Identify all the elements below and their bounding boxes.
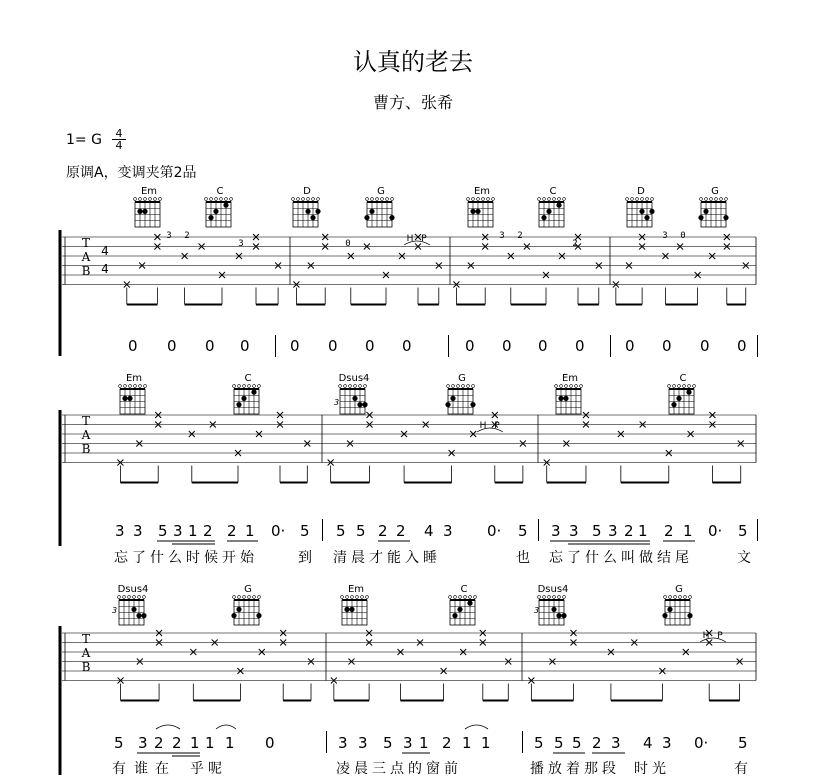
fret-number: 0 xyxy=(345,239,351,249)
tab-label-letter: B xyxy=(81,264,91,278)
numbered-note: 5 xyxy=(114,734,124,752)
fret-number: 3 xyxy=(166,231,172,241)
lyric-char: 了 xyxy=(132,550,146,566)
numbered-note: 1 xyxy=(481,734,491,752)
numbered-note: 2 xyxy=(442,734,452,752)
lyric-char: 开 xyxy=(222,550,236,566)
fret-number: 3 xyxy=(238,239,244,249)
chord-name: Dsus4 xyxy=(117,584,149,595)
notation-bar-line xyxy=(538,519,539,541)
chord-name: Em xyxy=(125,373,143,384)
tab-label-letter: T xyxy=(81,236,91,250)
chord-name: G xyxy=(458,373,466,384)
lyric-char: 能 xyxy=(387,550,401,566)
chord-name: C xyxy=(549,186,557,197)
fret-number: 2 xyxy=(517,231,523,241)
numbered-note: 3 xyxy=(338,734,348,752)
rest-zero: 0 xyxy=(575,337,585,355)
numbered-note: 2 xyxy=(396,522,406,540)
lyric-char: 播 xyxy=(530,761,544,777)
chord-name: Dsus4 xyxy=(537,584,569,595)
numbered-note: 3 xyxy=(611,734,621,752)
chord-name: D xyxy=(637,186,645,197)
lyric-char: 有 xyxy=(112,761,126,777)
hammer-pull-label: P xyxy=(421,234,427,244)
rest-zero: 0 xyxy=(402,337,412,355)
barre-fret-marker: 3 xyxy=(334,398,340,407)
notation-bar-line xyxy=(275,335,276,357)
lyric-char: 着 xyxy=(566,761,580,777)
chord-name: Em xyxy=(347,584,365,595)
chord-name: D xyxy=(303,186,311,197)
numbered-note: 2 xyxy=(378,522,388,540)
lyric-char: 么 xyxy=(603,550,617,566)
lyric-char: 在 xyxy=(155,761,169,777)
lyric-char: 做 xyxy=(639,550,653,566)
numbered-note: 3 xyxy=(358,734,368,752)
numbered-note: 0· xyxy=(271,522,286,540)
numbered-note: 1 xyxy=(245,522,255,540)
rest-zero: 0 xyxy=(700,337,710,355)
notation-bar-line xyxy=(448,335,449,357)
numbered-note: 0· xyxy=(694,734,709,752)
lyric-char: 忘 xyxy=(549,550,563,566)
rest-zero: 0 xyxy=(737,337,747,355)
numbered-note: 5 xyxy=(534,734,544,752)
lyric-char: 入 xyxy=(405,550,419,566)
lyric-char: 谁 xyxy=(134,761,148,777)
numbered-note: 2 xyxy=(172,734,182,752)
hammer-pull-label: P xyxy=(717,631,723,641)
numbered-note: 3 xyxy=(403,734,413,752)
artist-line: 曹方、张希 xyxy=(372,93,453,112)
lyric-char: 那 xyxy=(584,761,598,777)
numbered-note: 1 xyxy=(419,734,429,752)
chord-name: Em xyxy=(140,186,158,197)
lyric-char: 到 xyxy=(298,550,312,566)
lyric-char: 什 xyxy=(150,550,164,566)
rest-zero: 0 xyxy=(465,337,475,355)
numbered-note: 1 xyxy=(683,522,693,540)
rest-zero: 0 xyxy=(290,337,300,355)
lyric-char: 时 xyxy=(186,550,200,566)
numbered-note: 3 xyxy=(551,522,561,540)
hammer-pull-label: H xyxy=(702,631,710,641)
lyric-char: 叫 xyxy=(621,550,635,566)
chord-name: C xyxy=(244,373,252,384)
notation-bar-line xyxy=(522,731,523,753)
rest-zero: 0 xyxy=(538,337,548,355)
numbered-note: 5 xyxy=(554,734,564,752)
chord-name: C xyxy=(216,186,224,197)
lyric-char: 结 xyxy=(657,550,671,566)
rest-zero: 0 xyxy=(502,337,512,355)
chord-name: G xyxy=(377,186,385,197)
chord-name: C xyxy=(460,584,468,595)
lyric-char: 三 xyxy=(372,761,386,777)
numbered-note: 5 xyxy=(592,522,602,540)
numbered-note: 3 xyxy=(569,522,579,540)
rest-zero: 0 xyxy=(167,337,177,355)
lyric-char: 晨 xyxy=(351,550,365,566)
lyric-char: 晨 xyxy=(354,761,368,777)
numbered-note: 3 xyxy=(662,734,672,752)
numbered-note: 2 xyxy=(624,522,634,540)
numbered-note: 1 xyxy=(638,522,648,540)
chord-name: Dsus4 xyxy=(338,373,370,384)
tab-label-letter: T xyxy=(81,632,91,646)
notation-bar-line xyxy=(610,335,611,357)
numbered-note: 5 xyxy=(518,522,528,540)
lyric-char: 睡 xyxy=(423,550,437,566)
numbered-note: 3 xyxy=(115,522,125,540)
numbered-note: 5 xyxy=(356,522,366,540)
chord-name: Em xyxy=(561,373,579,384)
tab-label-letter: A xyxy=(81,428,91,442)
numbered-note: 5 xyxy=(572,734,582,752)
tie-arc xyxy=(465,725,488,729)
lyric-char: 文 xyxy=(737,550,751,566)
numbered-note: 0· xyxy=(708,522,723,540)
numbered-note: 3 xyxy=(443,522,453,540)
lyric-char: 呢 xyxy=(208,761,222,777)
numbered-note: 5 xyxy=(158,522,168,540)
hammer-pull-label: P xyxy=(494,421,500,431)
numbered-note: 2 xyxy=(154,734,164,752)
barre-fret-marker: 3 xyxy=(112,606,118,615)
notation-bar-line xyxy=(757,519,758,541)
time-denominator: 4 xyxy=(112,139,126,151)
chord-name: G xyxy=(711,186,719,197)
numbered-note: 2 xyxy=(664,522,674,540)
fret-number: 2 xyxy=(572,239,578,249)
numbered-note: 3 xyxy=(608,522,618,540)
chord-name: Em xyxy=(473,186,491,197)
lyric-char: 放 xyxy=(548,761,562,777)
tab-label-letter: B xyxy=(81,660,91,674)
numbered-note: 1 xyxy=(205,734,215,752)
notation-bar-line xyxy=(757,335,758,357)
lyric-char: 凌 xyxy=(336,761,350,777)
lyric-char: 窗 xyxy=(426,761,440,777)
capo-note: 原调A，变调夹第2品 xyxy=(66,165,197,181)
rest-zero: 0 xyxy=(625,337,635,355)
lyric-char: 乎 xyxy=(190,761,204,777)
tab-label-letter: A xyxy=(81,250,91,264)
lyric-char: 光 xyxy=(652,761,666,777)
numbered-note: 1 xyxy=(462,734,472,752)
lyric-char: 也 xyxy=(516,550,530,566)
lyric-char: 前 xyxy=(444,761,458,777)
numbered-note: 2 xyxy=(203,522,213,540)
rest-zero: 0 xyxy=(128,337,138,355)
lyric-char: 了 xyxy=(567,550,581,566)
chord-name: G xyxy=(244,584,252,595)
numbered-note: 4 xyxy=(643,734,653,752)
numbered-note: 1 xyxy=(190,734,200,752)
lyric-char: 始 xyxy=(240,550,254,566)
lyric-char: 清 xyxy=(333,550,347,566)
numbered-note: 2 xyxy=(227,522,237,540)
notation-bar-line xyxy=(322,519,323,541)
numbered-note: 0 xyxy=(265,734,275,752)
fret-number: 3 xyxy=(662,231,668,241)
tab-label-letter: T xyxy=(81,414,91,428)
numbered-note: 4 xyxy=(424,522,434,540)
key-signature: 1= G xyxy=(66,132,102,148)
chord-name: C xyxy=(679,373,687,384)
lyric-char: 的 xyxy=(408,761,422,777)
lyric-char: 才 xyxy=(369,550,383,566)
numbered-note: 0· xyxy=(487,522,502,540)
numbered-note: 3 xyxy=(133,522,143,540)
tie-arc xyxy=(216,725,236,729)
numbered-note: 5 xyxy=(738,522,748,540)
numbered-note: 5 xyxy=(383,734,393,752)
tie-arc xyxy=(156,725,180,729)
hammer-pull-label: H xyxy=(406,234,414,244)
barre-fret-marker: 3 xyxy=(534,606,540,615)
time-numerator: 4 xyxy=(115,127,123,140)
tab-time-den: 4 xyxy=(101,262,109,276)
rest-zero: 0 xyxy=(365,337,375,355)
numbered-note: 3 xyxy=(138,734,148,752)
lyric-char: 什 xyxy=(585,550,599,566)
numbered-note: 1 xyxy=(225,734,235,752)
fret-number: 2 xyxy=(184,231,190,241)
chord-name: G xyxy=(675,584,683,595)
fret-number: 0 xyxy=(680,231,686,241)
lyric-char: 么 xyxy=(168,550,182,566)
lyric-char: 点 xyxy=(390,761,404,777)
hammer-pull-label: H xyxy=(479,421,487,431)
numbered-note: 3 xyxy=(173,522,183,540)
tab-time-num: 4 xyxy=(101,244,109,258)
lyric-char: 时 xyxy=(634,761,648,777)
lyric-char: 忘 xyxy=(114,550,128,566)
fret-number: 3 xyxy=(499,231,505,241)
numbered-note: 5 xyxy=(738,734,748,752)
rest-zero: 0 xyxy=(662,337,672,355)
lyric-char: 候 xyxy=(204,550,218,566)
numbered-note: 1 xyxy=(188,522,198,540)
numbered-note: 5 xyxy=(300,522,310,540)
rest-zero: 0 xyxy=(328,337,338,355)
lyric-char: 有 xyxy=(734,761,748,777)
rest-zero: 0 xyxy=(205,337,215,355)
page-title: 认真的老去 xyxy=(353,48,473,76)
tab-label-letter: B xyxy=(81,442,91,456)
rest-zero: 0 xyxy=(240,337,250,355)
numbered-note: 5 xyxy=(336,522,346,540)
lyric-char: 尾 xyxy=(675,550,689,566)
lyric-char: 段 xyxy=(602,761,616,777)
numbered-note: 2 xyxy=(592,734,602,752)
tab-label-letter: A xyxy=(81,646,91,660)
notation-bar-line xyxy=(326,731,327,753)
